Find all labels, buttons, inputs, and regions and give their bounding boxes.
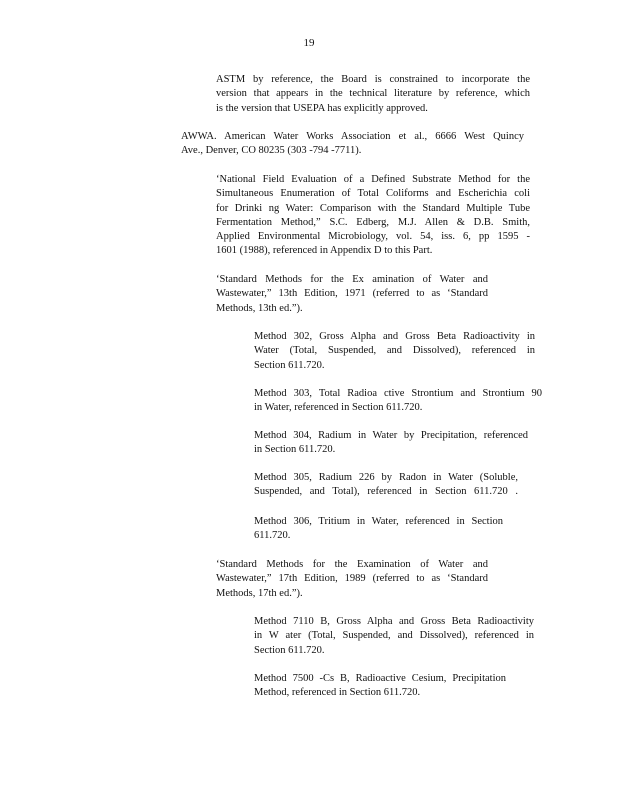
text-line: ‘Standard Methods for the Examination of Water and — [216, 559, 488, 570]
text-line: 1601 (1988), referenced in Appendix D to this Part. — [216, 245, 433, 257]
paragraph-standard-methods-17th — [216, 558, 488, 601]
paragraph-method-306 — [254, 515, 503, 544]
paragraph-method-303 — [254, 387, 542, 416]
paragraph-method-7500csb — [254, 672, 506, 701]
text-line: is the version that USEPA has explicitly approved. — [216, 102, 428, 114]
text-line: Method, referenced in Section 611.720. — [254, 687, 421, 699]
text-line: Simultaneous Enumeration of Total Coliforms and Escherichia coli — [216, 188, 530, 200]
text-line: Suspended, and Total), referenced in Section 611.720 . — [254, 486, 518, 498]
text-line: Method 306, Tritium in Water, referenced in Section — [254, 516, 503, 527]
text-line: Methods, 17th ed.”). — [216, 587, 303, 599]
text-line: Wastewater,” 13th Edition, 1971 (referred to as ‘Standard — [216, 288, 488, 300]
text-line: Section 611.720. — [254, 644, 325, 656]
text-line: Method 305, Radium 226 by Radon in Water (Soluble, — [254, 472, 518, 483]
text-line: Applied Environmental Microbiology, vol. 54, iss. 6, pp 1595 - — [216, 231, 530, 243]
text-line: Method 304, Radium in Water by Precipitation, referenced — [254, 430, 528, 441]
paragraph-awwa — [181, 130, 524, 159]
paragraph-method-304 — [254, 429, 528, 458]
paragraph-astm — [216, 73, 530, 116]
text-line: Section 611.720. — [254, 359, 325, 371]
paragraph-national-field-evaluation — [216, 173, 530, 259]
text-line: Wastewater,” 17th Edition, 1989 (referred to as ‘Standard — [216, 573, 488, 585]
text-line: AWWA. American Water Works Association et al., 6666 West Quincy — [181, 131, 524, 142]
page-number: 19 — [303, 37, 315, 49]
paragraph-method-7110b — [254, 615, 534, 658]
text-line: in Section 611.720. — [254, 444, 336, 456]
text-line: ‘National Field Evaluation of a Defined Substrate Method for the — [216, 174, 530, 185]
text-line: Method 303, Total Radioa ctive Strontium and Strontium 90 — [254, 388, 542, 399]
text-line: ‘Standard Methods for the Ex amination of Water and — [216, 274, 488, 285]
text-line: Fermentation Method,” S.C. Edberg, M.J. Allen & D.B. Smith, — [216, 216, 530, 228]
text-line: for Drinki ng Water: Comparison with the Standard Multiple Tube — [216, 202, 530, 214]
text-line: Ave., Denver, CO 80235 (303 -794 -7711). — [181, 145, 362, 157]
text-line: in Water, referenced in Section 611.720. — [254, 402, 423, 414]
text-line: in W ater (Total, Suspended, and Dissolved), referenced in — [254, 630, 534, 642]
text-line: version that appears in the technical literature by reference, which — [216, 88, 530, 100]
text-line: Water (Total, Suspended, and Dissolved), referenced in — [254, 345, 535, 357]
text-line: Method 302, Gross Alpha and Gross Beta Radioactivity in — [254, 331, 535, 342]
paragraph-standard-methods-13th — [216, 273, 488, 316]
text-line: Method 7110 B, Gross Alpha and Gross Beta Radioactivity — [254, 616, 534, 627]
paragraph-method-305 — [254, 471, 518, 500]
text-line: ASTM by reference, the Board is constrained to incorporate the — [216, 74, 530, 85]
text-line: Methods, 13th ed.”). — [216, 302, 303, 314]
text-line: Method 7500 -Cs B, Radioactive Cesium, Precipitation — [254, 673, 506, 684]
text-line: 611.720. — [254, 530, 291, 542]
paragraph-method-302 — [254, 330, 535, 373]
